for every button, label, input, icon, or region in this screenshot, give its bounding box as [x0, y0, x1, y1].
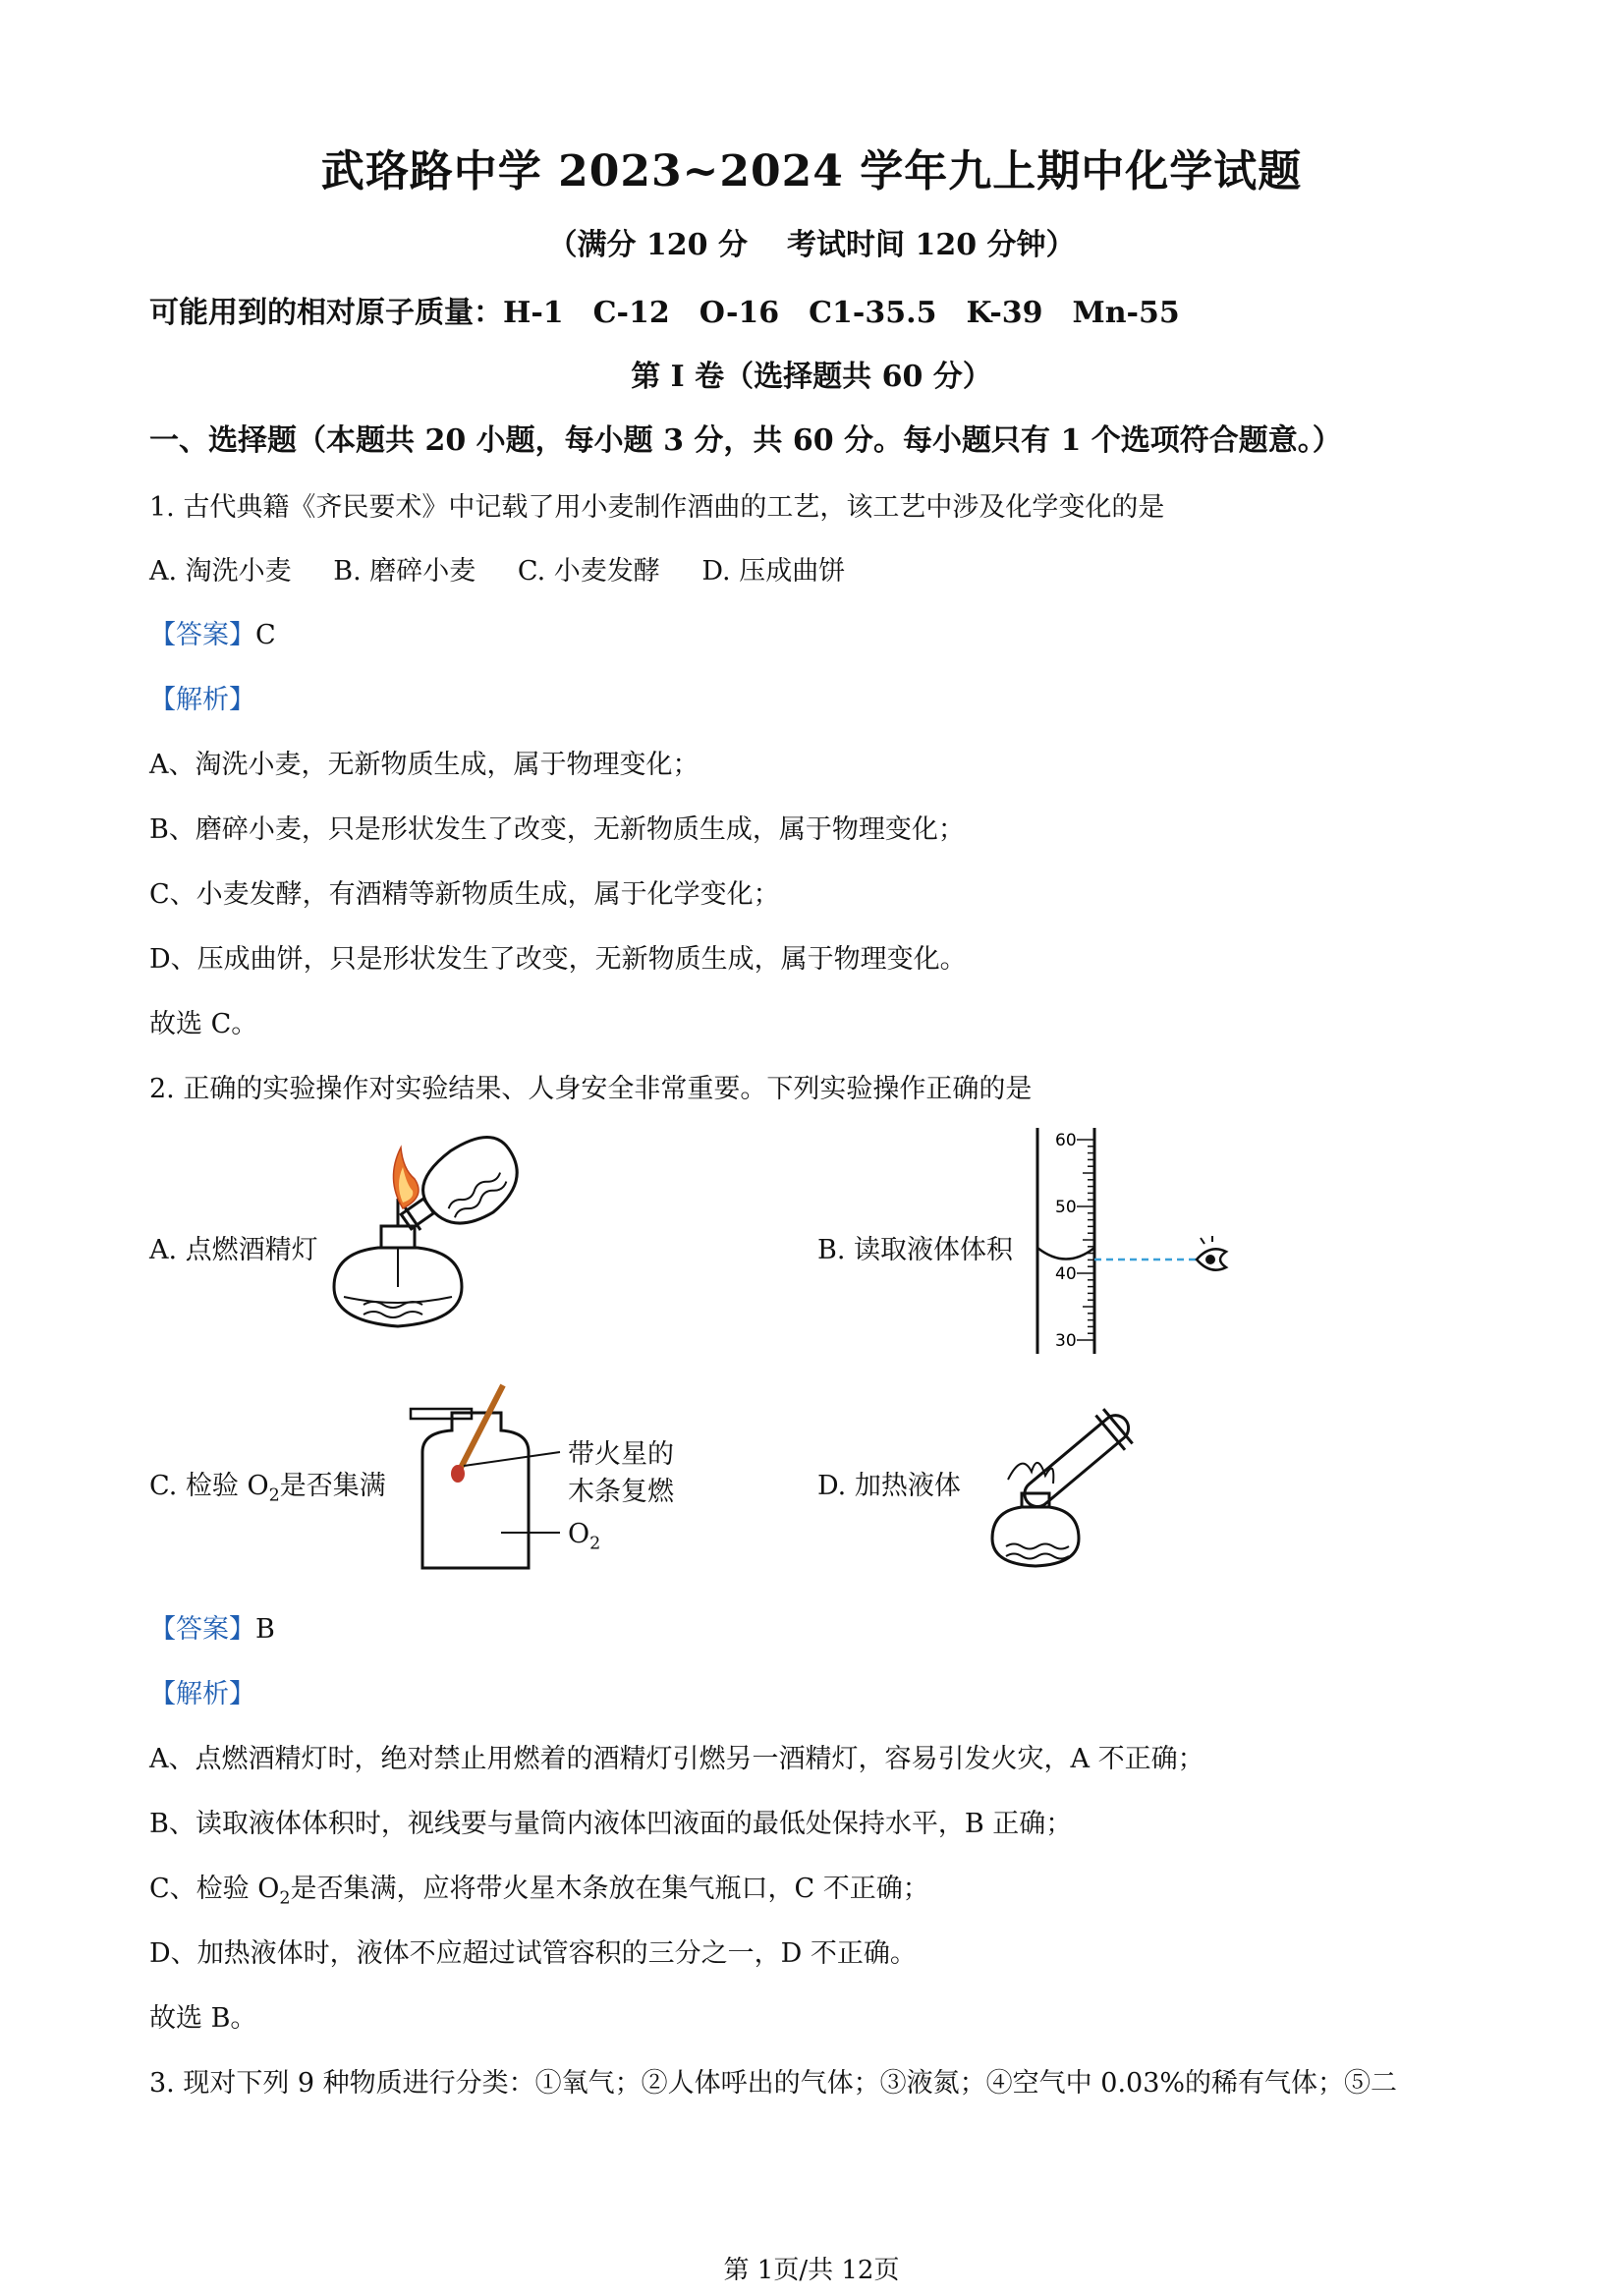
- tick-label-30: 30: [1055, 1331, 1077, 1351]
- q2-answer-value: B: [255, 1614, 275, 1645]
- q2-option-c-prefix: C. 检验 O: [149, 1471, 269, 1501]
- fig-c-label-1: 带火星的: [568, 1439, 674, 1470]
- fig-c-gas: O: [568, 1519, 590, 1549]
- q1-answer: [149, 613, 276, 651]
- fig-c-gas-subscript: 2: [589, 1534, 601, 1554]
- q3-stem: 3. 现对下列 9 种物质进行分类：①氧气；②人体呼出的气体；③液氮；④空气中 0.03%的稀有气体；⑤二: [149, 2068, 1398, 2099]
- page-title: 武珞路中学 2023~2024 学年九上期中化学试题: [320, 146, 1303, 196]
- q1-options: [149, 549, 878, 588]
- fig-d-heating-liquid: [973, 1373, 1159, 1570]
- q2-stem: 2. 正确的实验操作对实验结果、人身安全非常重要。下列实验操作正确的是: [149, 1074, 1033, 1104]
- q1-analysis-b: B、磨碎小麦，只是形状发生了改变，无新物质生成，属于物理变化；: [149, 814, 965, 845]
- exam-info: [0, 220, 1623, 263]
- analysis-subscript-2: 2: [279, 1888, 291, 1909]
- q2-analysis-c: [149, 1867, 929, 1908]
- q1-analysis-c: C、小麦发酵，有酒精等新物质生成，属于化学变化；: [149, 879, 780, 910]
- q2-analysis-d: D、加热液体时，液体不应超过试管容积的三分之一，D 不正确。: [149, 1938, 917, 1969]
- tick-label-40: 40: [1055, 1264, 1077, 1284]
- q1-analysis-tag: 【解析】: [149, 685, 255, 715]
- exam-time: 考试时间 120 分钟）: [787, 228, 1076, 262]
- q1-stem: 1. 古代典籍《齐民要术》中记载了用小麦制作酒曲的工艺，该工艺中涉及化学变化的是: [149, 492, 1165, 523]
- fig-c-gas-label: [568, 1519, 600, 1553]
- full-score: （满分 120 分: [547, 228, 748, 262]
- q2-analysis-tag: 【解析】: [149, 1679, 255, 1709]
- subscript-2: 2: [268, 1485, 280, 1506]
- volume-title: 第 I 卷（选择题共 60 分）: [631, 360, 992, 394]
- q1-answer-value: C: [255, 620, 276, 650]
- q2-analysis-b: B、读取液体体积时，视线要与量筒内液体凹液面的最低处保持水平，B 正确；: [149, 1809, 1073, 1839]
- answer-tag: 【答案】: [149, 1614, 255, 1645]
- q1-option-b: B. 磨碎小麦: [333, 556, 476, 587]
- q1-conclusion: 故选 C。: [149, 1009, 258, 1039]
- q1-option-a: A. 淘洗小麦: [149, 556, 292, 587]
- atomic-masses: 可能用到的相对原子质量：H-1 C-12 O-16 C1-35.5 K-39 Mn-55: [149, 296, 1180, 330]
- page-number: 第 1页/共 12页: [723, 2256, 900, 2285]
- tick-label-60: 60: [1055, 1131, 1077, 1150]
- q2-option-c-suffix: 是否集满: [279, 1471, 386, 1501]
- q1-option-c: C. 小麦发酵: [517, 556, 660, 587]
- q2-analysis-c-suffix: 是否集满，应将带火星木条放在集气瓶口，C 不正确；: [290, 1874, 929, 1904]
- q2-analysis-a: A、点燃酒精灯时，绝对禁止用燃着的酒精灯引燃另一酒精灯，容易引发火灾，A 不正确；: [149, 1744, 1204, 1774]
- tick-label-50: 50: [1055, 1198, 1077, 1217]
- answer-tag: 【答案】: [149, 620, 255, 650]
- q2-analysis-c-prefix: C、检验 O: [149, 1874, 280, 1904]
- q2-option-d: D. 加热液体: [817, 1471, 961, 1501]
- section-title: 一、选择题（本题共 20 小题，每小题 3 分，共 60 分。每小题只有 1 个选项符合题意。）: [149, 423, 1342, 458]
- fig-b-graduated-cylinder: [1032, 1128, 1248, 1354]
- q2-answer: [149, 1607, 275, 1646]
- q2-option-c: [149, 1464, 386, 1505]
- fig-c-label-2: 木条复燃: [568, 1477, 674, 1507]
- q2-option-b: B. 读取液体体积: [817, 1235, 1014, 1265]
- q2-conclusion: 故选 B。: [149, 2003, 257, 2034]
- q1-analysis-a: A、淘洗小麦，无新物质生成，属于物理变化；: [149, 750, 700, 780]
- q2-option-a: A. 点燃酒精灯: [149, 1235, 318, 1265]
- q1-analysis-d: D、压成曲饼，只是形状发生了改变，无新物质生成，属于物理变化。: [149, 944, 967, 975]
- fig-a-alcohol-lamps: [324, 1140, 550, 1336]
- q1-option-d: D. 压成曲饼: [701, 556, 846, 587]
